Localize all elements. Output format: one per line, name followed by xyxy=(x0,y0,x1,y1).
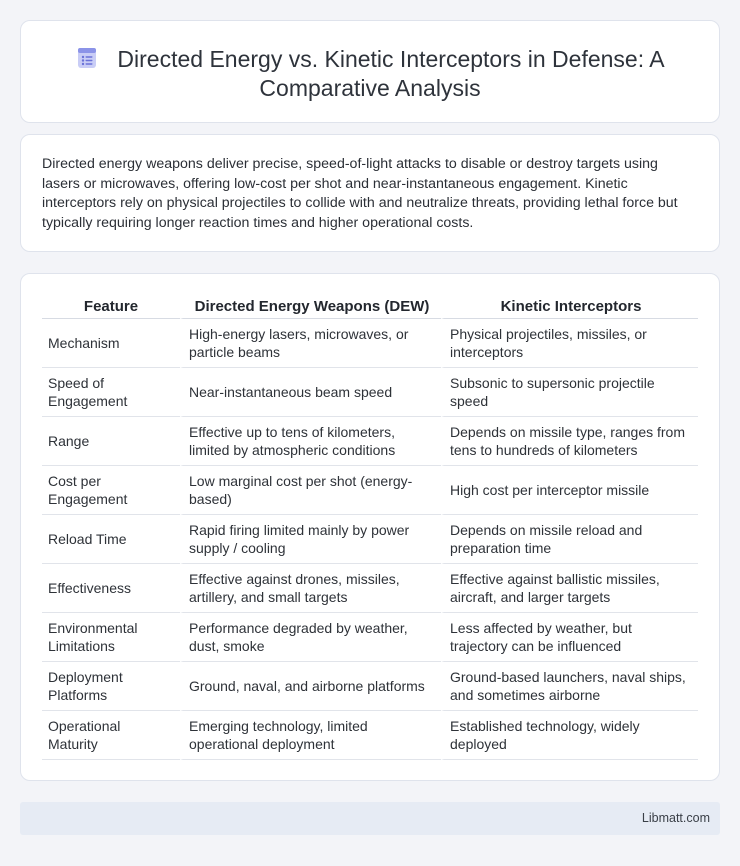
feature-cell: Range xyxy=(42,417,180,466)
kinetic-cell: Effective against ballistic missiles, aircraft, and larger targets xyxy=(441,564,698,613)
dew-cell: High-energy lasers, microwaves, or particle beams xyxy=(180,319,441,368)
feature-cell: Cost per Engagement xyxy=(42,466,180,515)
kinetic-cell: High cost per interceptor missile xyxy=(441,466,698,515)
table-row xyxy=(42,417,698,466)
table-row xyxy=(42,466,698,515)
table-row xyxy=(42,711,698,760)
table-row xyxy=(42,319,698,368)
footer-brand-link[interactable]: Libmatt.com xyxy=(641,811,710,825)
kinetic-cell: Subsonic to supersonic projectile speed xyxy=(441,368,698,417)
dew-cell: Rapid firing limited mainly by power supply / cooling xyxy=(180,515,441,564)
dew-cell: Ground, naval, and airborne platforms xyxy=(180,662,441,711)
dew-cell: Emerging technology, limited operational deployment xyxy=(180,711,441,760)
feature-cell: Operational Maturity xyxy=(42,711,180,760)
dew-cell: Effective up to tens of kilometers, limited by atmospheric conditions xyxy=(180,417,441,466)
table-row xyxy=(42,662,698,711)
column-header-kinetic: Kinetic Interceptors xyxy=(441,296,698,319)
table-row xyxy=(42,613,698,662)
kinetic-cell: Depends on missile reload and preparation time xyxy=(441,515,698,564)
kinetic-cell: Less affected by weather, but trajectory can be influenced xyxy=(441,613,698,662)
table-row xyxy=(42,515,698,564)
intro-paragraph: Directed energy weapons deliver precise, speed-of-light attacks to disable or destroy targets using lasers or microwaves, offering low-cost per shot and near-instantaneous engagement. Kinetic interceptors rely on physical projectiles to collide with and neutralize threats, providing lethal force but typically requiring longer reaction times and higher operational costs. xyxy=(42,156,678,231)
feature-cell: Effectiveness xyxy=(42,564,180,613)
comparison-card xyxy=(20,273,720,781)
dew-cell: Effective against drones, missiles, artillery, and small targets xyxy=(180,564,441,613)
document-list-icon xyxy=(75,46,99,70)
table-header-row xyxy=(42,296,698,319)
feature-cell: Reload Time xyxy=(42,515,180,564)
title-card xyxy=(20,20,720,123)
kinetic-cell: Established technology, widely deployed xyxy=(441,711,698,760)
kinetic-cell: Ground-based launchers, naval ships, and sometimes airborne xyxy=(441,662,698,711)
comparison-table xyxy=(42,296,698,760)
column-header-dew: Directed Energy Weapons (DEW) xyxy=(180,296,441,319)
feature-cell: Deployment Platforms xyxy=(42,662,180,711)
kinetic-cell: Depends on missile type, ranges from tens to hundreds of kilometers xyxy=(441,417,698,466)
dew-cell: Performance degraded by weather, dust, smoke xyxy=(180,613,441,662)
column-header-feature: Feature xyxy=(42,296,180,319)
table-row xyxy=(42,564,698,613)
kinetic-cell: Physical projectiles, missiles, or interceptors xyxy=(441,319,698,368)
feature-cell: Environmental Limitations xyxy=(42,613,180,662)
footer xyxy=(20,802,720,835)
feature-cell: Mechanism xyxy=(42,319,180,368)
intro-card xyxy=(20,134,720,252)
page-title-wrap xyxy=(21,45,719,103)
dew-cell: Low marginal cost per shot (energy-based) xyxy=(180,466,441,515)
page-title: Directed Energy vs. Kinetic Interceptors in Defense: A Comparative Analysis xyxy=(117,46,665,101)
table-row xyxy=(42,368,698,417)
dew-cell: Near-instantaneous beam speed xyxy=(180,368,441,417)
feature-cell: Speed of Engagement xyxy=(42,368,180,417)
